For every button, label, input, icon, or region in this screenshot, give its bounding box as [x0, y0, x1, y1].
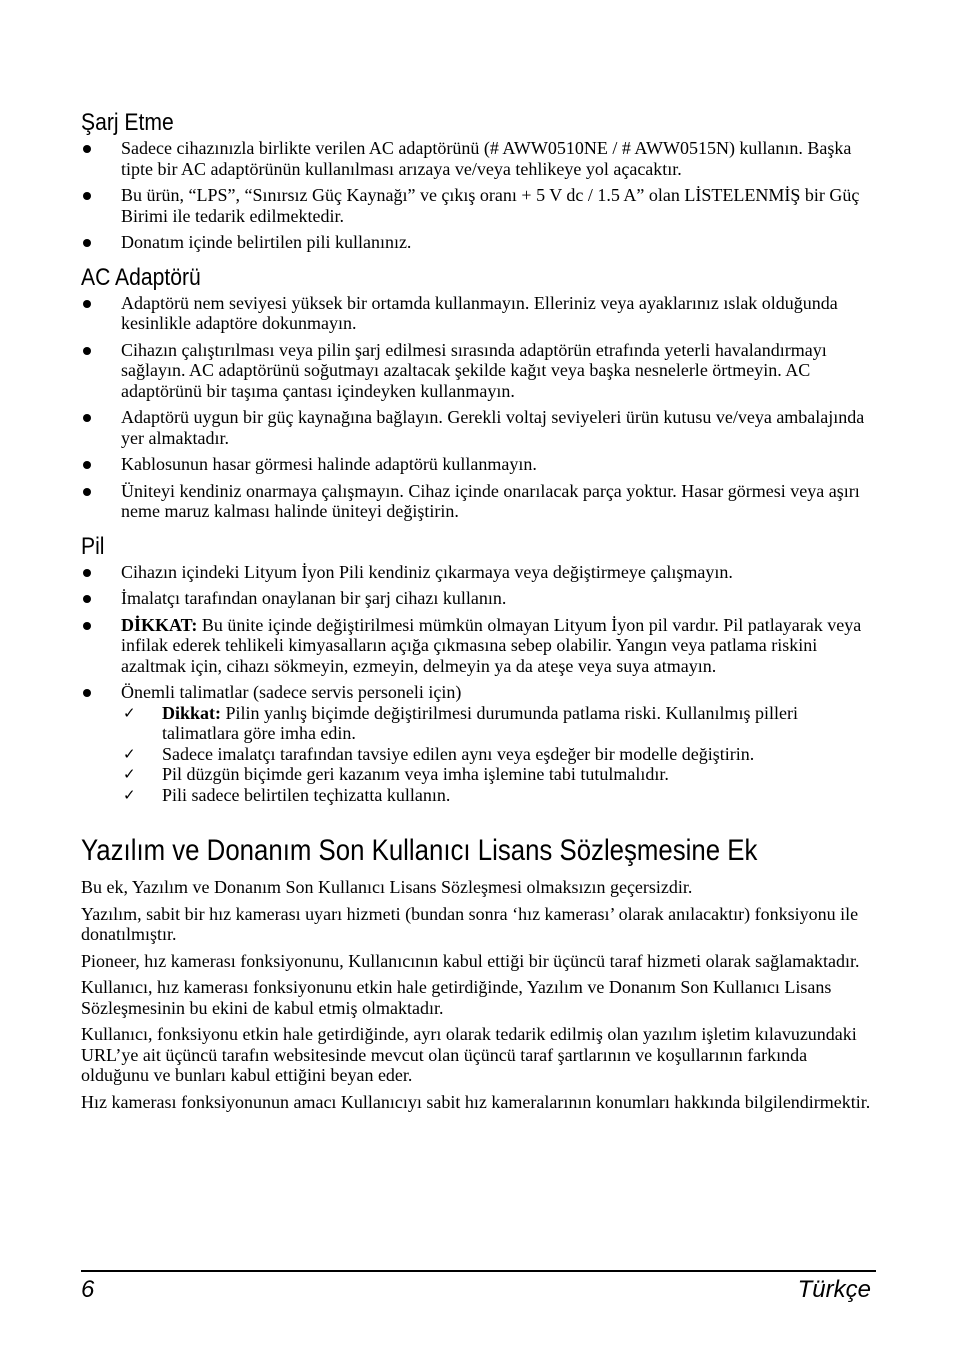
list-item: Donatım içinde belirtilen pili kullanınız. — [81, 232, 876, 253]
list-item: Sadece cihazınızla birlikte verilen AC adaptörünü (# AWW0510NE / # AWW0515N) kullanın. Başka tipte bir AC adaptörünün kullanılması arızaya ve/veya tehlikeye yol açacaktır. — [81, 138, 876, 179]
checkmark-icon: ✓ — [123, 765, 136, 783]
list-item: Adaptörü uygun bir güç kaynağına bağlayın. Gerekli voltaj seviyeleri ürün kutusu ve/veya ambalajında yer almaktadır. — [81, 407, 876, 448]
bullet-icon — [83, 414, 91, 422]
list-item: Kablosunun hasar görmesi halinde adaptörü kullanmayın. — [81, 454, 876, 475]
paragraph: Kullanıcı, fonksiyonu etkin hale getirdiğinde, ayrı olarak tedarik edilmiş olan yazılım işletim kılavuzundaki URL’ye ait üçüncü tarafın websitesinde mevcut olan üçüncü taraf şartlarının ve koşullarının farkında olduğunu ve bunları kabul ettiğini beyan eder. — [81, 1024, 857, 1085]
check-item: ✓ Pil düzgün biçimde geri kazanım veya imha işlemine tabi tutulmalıdır. — [123, 764, 669, 784]
page-footer — [81, 1276, 871, 1306]
paragraph: Kullanıcı, hız kamerası fonksiyonunu etkin hale getirdiğinde, Yazılım ve Donanım Son Kullanıcı Lisans Sözleşmesinin bu ekini de kabul etmiş olmaktadır. — [81, 977, 832, 1018]
bullet-icon — [83, 300, 91, 308]
list-item: Cihazın çalıştırılması veya pilin şarj edilmesi sırasında adaptörün etrafında yeterli havalandırmayı sağlayın. AC adaptörünü soğutmayı azaltacak şekilde kağıt veya başka nesnelerle örtmeyin. AC adaptörünü bir taşıma çantası içindeyken kullanmayın. — [81, 340, 876, 402]
check-item: ✓ Pili sadece belirtilen teçhizatta kullanın. — [123, 784, 451, 805]
paragraph: Pioneer, hız kamerası fonksiyonunu, Kullanıcının kabul ettiği bir üçüncü taraf hizmeti olarak sağlamaktadır. — [81, 950, 860, 971]
list-item: DİKKAT: Bu ünite içinde değiştirilmesi mümkün olmayan Lityum İyon pil vardır. Pil patlayarak veya infilak ederek tehlikeli kimyasalların açığa çıkmasına sebep olabilir. Yangın veya patlama riskini azaltmak için, cihazı sökmeyin, ezmeyin, delmeyin ya da ateşe veya suya atmayın. — [81, 615, 876, 677]
heading-battery: Pil — [81, 532, 105, 560]
checkmark-icon: ✓ — [123, 744, 136, 763]
bullet-icon — [83, 461, 91, 469]
warning-label: DİKKAT: — [121, 614, 198, 635]
heading-charging: Şarj Etme — [81, 109, 174, 136]
service-instructions-list — [121, 703, 876, 806]
paragraph: Hız kamerası fonksiyonunun amacı Kullanıcıyı sabit hız kameralarının konumları hakkında bilgilendirmektir. — [81, 1091, 871, 1112]
battery-list — [81, 562, 876, 806]
list-item: Cihazın içindeki Lityum İyon Pili kendiniz çıkarmaya veya değiştirmeye çalışmayın. — [81, 562, 876, 583]
footer-divider — [81, 1270, 876, 1272]
bullet-icon — [83, 145, 91, 153]
bullet-icon — [83, 689, 91, 697]
charging-list — [81, 138, 876, 253]
bullet-icon — [83, 347, 91, 355]
list-item: Üniteyi kendiniz onarmaya çalışmayın. Cihaz içinde onarılacak parça yoktur. Hasar görmesi veya aşırı neme maruz kalması halinde üniteyi değiştirin. — [81, 481, 876, 522]
bullet-icon — [83, 595, 91, 603]
bullet-icon — [83, 192, 91, 200]
bullet-icon — [83, 622, 91, 630]
heading-eula-appendix: Yazılım ve Donanım Son Kullanıcı Lisans Sözleşmesine Ek — [81, 834, 758, 867]
page-number: 6 — [81, 1276, 95, 1303]
footer-language: Türkçe — [797, 1276, 871, 1303]
bullet-icon — [83, 488, 91, 496]
bullet-icon — [83, 239, 91, 247]
page-content — [81, 108, 876, 1118]
list-item: Adaptörü nem seviyesi yüksek bir ortamda kullanmayın. Elleriniz veya ayaklarınız ıslak olduğunda kesinlikle adaptöre dokunmayın. — [81, 293, 876, 334]
check-item: ✓ Sadece imalatçı tarafından tavsiye edilen aynı veya eşdeğer bir modelle değiştirin. — [123, 743, 755, 764]
bullet-icon — [83, 569, 91, 577]
heading-ac-adapter: AC Adaptörü — [81, 263, 201, 291]
paragraph: Bu ek, Yazılım ve Donanım Son Kullanıcı Lisans Sözleşmesi olmaksızın geçersizdir. — [81, 877, 693, 897]
list-item: İmalatçı tarafından onaylanan bir şarj cihazı kullanın. — [81, 588, 876, 609]
list-item: Bu ürün, “LPS”, “Sınırsız Güç Kaynağı” ve çıkış oranı + 5 V dc / 1.5 A” olan LİSTELENMİŞ bir Güç Birimi ile tedarik edilmektedir. — [81, 185, 876, 226]
check-item: ✓ Dikkat: Pilin yanlış biçimde değiştirilmesi durumunda patlama riski. Kullanılmış pilleri talimatlara göre imha edin. — [123, 702, 798, 743]
checkmark-icon: ✓ — [123, 703, 136, 722]
adapter-list — [81, 293, 876, 522]
paragraph: Yazılım, sabit bir hız kamerası uyarı hizmeti (bundan sonra ‘hız kamerası’ olarak anılacaktır) fonksiyonu ile donatılmıştır. — [81, 903, 859, 944]
caution-label: Dikkat: — [162, 702, 222, 723]
checkmark-icon: ✓ — [123, 785, 136, 804]
list-item: Önemli talimatlar (sadece servis personeli için) ✓ Dikkat: Pilin yanlış biçimde değiştirilmesi durumunda patlama riski. Kullanılmış pilleri talimatlara göre imha edin. ✓ Sadece imalatçı tarafından tavsiye edilen aynı veya eşdeğer bir modelle değiştirin. ✓ Pil düzgün biçimde geri kazanım veya imha işlemine tabi tutulmalıdır. ✓ Pili sadece belirtilen teçhizatta kullanın. — [81, 682, 876, 805]
